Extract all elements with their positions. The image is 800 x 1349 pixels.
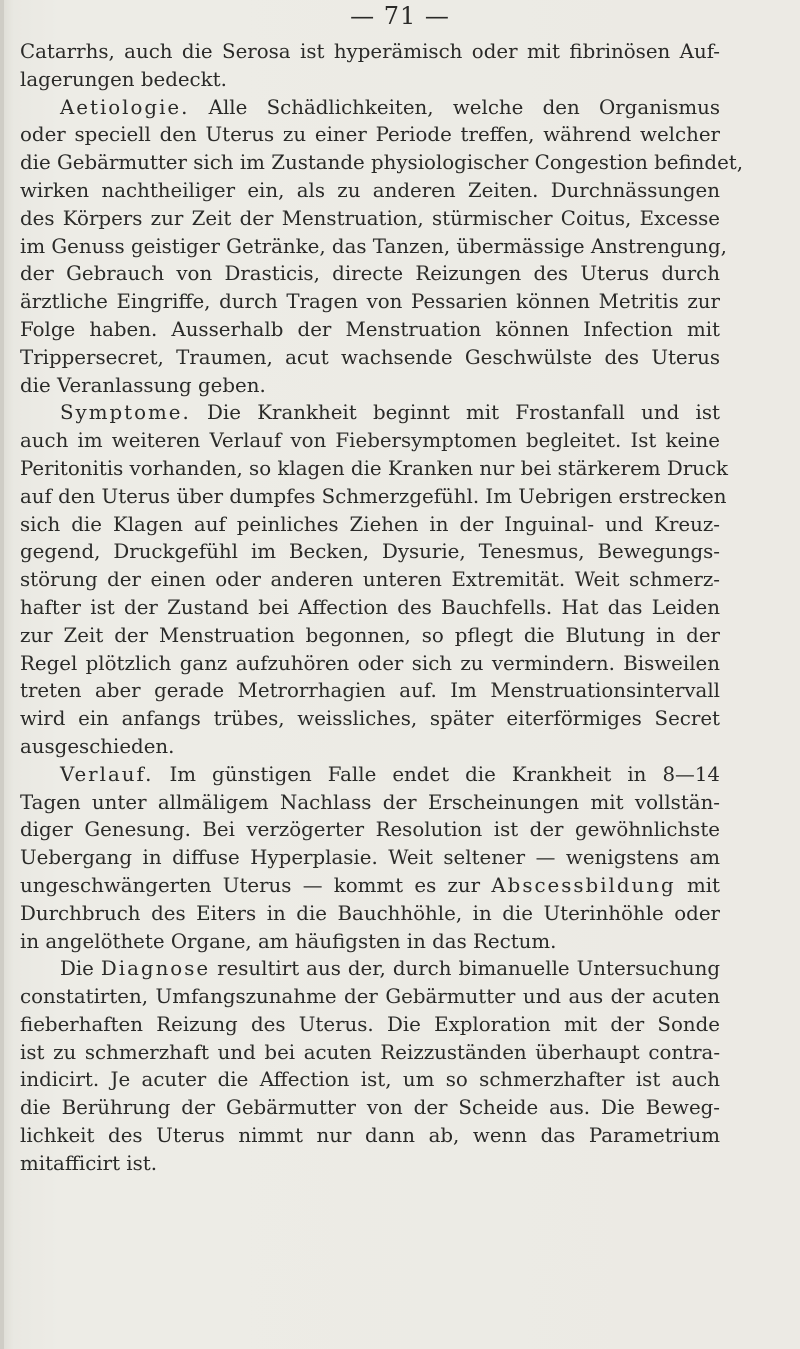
line-text: Tagen unter allmäligem Nachlass der Erscheinungen mit vollstän- <box>20 790 720 814</box>
line-text: gegend, Druckgefühl im Becken, Dysurie, Tenesmus, Bewegungs- <box>20 540 720 564</box>
line-text: Trippersecret, Traumen, acut wachsende Geschwülste des Uterus <box>20 345 720 369</box>
text-line <box>20 705 720 733</box>
text-line <box>20 344 720 372</box>
page-number: — 71 — <box>350 2 450 30</box>
line-text: constatirten, Umfangszunahme der Gebärmutter und aus der acuten <box>20 985 720 1009</box>
text-line <box>20 594 720 622</box>
text-line <box>20 455 728 483</box>
text-line <box>20 789 720 817</box>
text-line <box>20 483 727 511</box>
line-text: lichkeit des Uterus nimmt nur dann ab, wenn das Parametrium <box>20 1124 720 1148</box>
line-text: Catarrhs, auch die Serosa ist hyperämisch oder mit fibrinösen Auf- <box>20 40 720 63</box>
line-text: Regel plötzlich ganz aufzuhören oder sich zu vermindern. Bisweilen <box>20 651 720 675</box>
text-line <box>20 955 720 983</box>
text-line <box>20 538 720 566</box>
text-line <box>20 650 720 678</box>
text-line <box>20 761 720 789</box>
line-text-tail: resultirt aus der, durch bimanuelle Untersuchung <box>210 957 720 981</box>
text-line <box>20 288 720 316</box>
section-heading: Verlauf. <box>60 762 154 786</box>
line-text: die Berührung der Gebärmutter von der Scheide aus. Die Beweg- <box>20 1096 720 1120</box>
line-text: hafter ist der Zustand bei Affection des Bauchfells. Hat das Leiden <box>20 595 720 619</box>
text-line <box>20 983 720 1011</box>
line-text: fieberhaften Reizung des Uterus. Die Exploration mit der Sonde <box>20 1012 720 1036</box>
text-line <box>20 1122 720 1150</box>
line-text: die Veranlassung geben. <box>20 373 266 397</box>
text-line <box>20 1039 720 1067</box>
line-text: im Genuss geistiger Getränke, das Tanzen, übermässige Anstrengung, <box>20 234 727 258</box>
text-line <box>20 94 720 122</box>
line-text: Alle Schädlichkeiten, welche den Organismus <box>189 95 720 119</box>
line-text: wirken nachtheiliger ein, als zu anderen Zeiten. Durchnässungen <box>20 178 720 202</box>
text-line <box>20 372 720 400</box>
text-line <box>20 1094 720 1122</box>
emphasized-term: Abscessbildung <box>491 873 676 897</box>
text-line <box>20 66 720 94</box>
text-line <box>20 177 720 205</box>
text-line <box>20 399 720 427</box>
line-text: oder speciell den Uterus zu einer Periode treffen, während welcher <box>20 123 720 147</box>
text-line <box>20 844 720 872</box>
line-text: indicirt. Je acuter die Affection ist, um so schmerzhafter ist auch <box>20 1068 720 1092</box>
line-text: Uebergang in diffuse Hyperplasie. Weit seltener — wenigstens am <box>20 846 720 870</box>
line-text: ungeschwängerten Uterus — kommt es zur <box>20 873 481 897</box>
section-heading: Symptome. <box>60 401 191 425</box>
text-line <box>20 316 720 344</box>
line-text: Peritonitis vorhanden, so klagen die Kranken nur bei stärkerem Druck <box>20 456 728 480</box>
line-text: auf den Uterus über dumpfes Schmerzgefühl. Im Uebrigen erstrecken <box>20 484 727 508</box>
text-line <box>20 1150 720 1178</box>
line-text: Folge haben. Ausserhalb der Menstruation können Infection mit <box>20 317 720 341</box>
line-text: in angelöthete Organe, am häufigsten in das Rectum. <box>20 929 557 953</box>
line-text: störung der einen oder anderen unteren Extremität. Weit schmerz- <box>20 568 720 592</box>
text-line <box>20 1011 720 1039</box>
line-text: sich die Klagen auf peinliches Ziehen in der Inguinal- und Kreuz- <box>20 512 720 536</box>
text-line <box>20 260 720 288</box>
line-text: Durchbruch des Eiters in die Bauchhöhle, in die Uterinhöhle oder <box>20 901 720 925</box>
line-text-tail: mit <box>675 873 720 897</box>
text-line <box>20 1066 720 1094</box>
text-line <box>20 233 727 261</box>
text-line <box>20 733 720 761</box>
line-text: die Gebärmutter sich im Zustande physiologischer Congestion befindet, <box>20 151 744 175</box>
text-line <box>20 427 720 455</box>
section-heading: Aetiologie. <box>60 95 190 119</box>
line-text: ärztliche Eingriffe, durch Tragen von Pessarien können Metritis zur <box>20 290 720 314</box>
line-text: treten aber gerade Metrorrhagien auf. Im Menstruationsintervall <box>20 679 720 703</box>
line-text: lagerungen bedeckt. <box>20 67 227 91</box>
line-text: ist zu schmerzhaft und bei acuten Reizzuständen überhaupt contra- <box>20 1040 720 1064</box>
text-line <box>20 511 720 539</box>
text-line <box>20 872 720 900</box>
line-text: mitafficirt ist. <box>20 1151 158 1175</box>
emphasized-term: Diagnose <box>100 957 211 981</box>
body-text <box>20 38 744 1178</box>
line-text: der Gebrauch von Drasticis, directe Reizungen des Uterus durch <box>20 262 720 286</box>
page-spine-shadow <box>0 0 4 1349</box>
text-line <box>20 149 744 177</box>
line-text: Im günstigen Falle endet die Krankheit in 8—14 <box>153 762 720 786</box>
text-line <box>20 121 720 149</box>
line-text: Die <box>60 957 101 981</box>
text-line <box>20 38 720 66</box>
text-line <box>20 205 720 233</box>
text-line <box>20 816 720 844</box>
text-line <box>20 928 720 956</box>
line-text: diger Genesung. Bei verzögerter Resolution ist der gewöhnlichste <box>20 818 720 842</box>
line-text: auch im weiteren Verlauf von Fiebersymptomen begleitet. Ist keine <box>20 429 720 453</box>
line-text: wird ein anfangs trübes, weissliches, später eiterförmiges Secret <box>20 707 720 731</box>
text-line <box>20 566 720 594</box>
text-line <box>20 677 720 705</box>
text-line <box>20 622 720 650</box>
line-text: Die Krankheit beginnt mit Frostanfall und ist <box>190 401 720 425</box>
line-text: zur Zeit der Menstruation begonnen, so pflegt die Blutung in der <box>20 623 720 647</box>
text-line <box>20 900 720 928</box>
line-text: des Körpers zur Zeit der Menstruation, stürmischer Coitus, Excesse <box>20 206 720 230</box>
line-text: ausgeschieden. <box>20 734 175 758</box>
